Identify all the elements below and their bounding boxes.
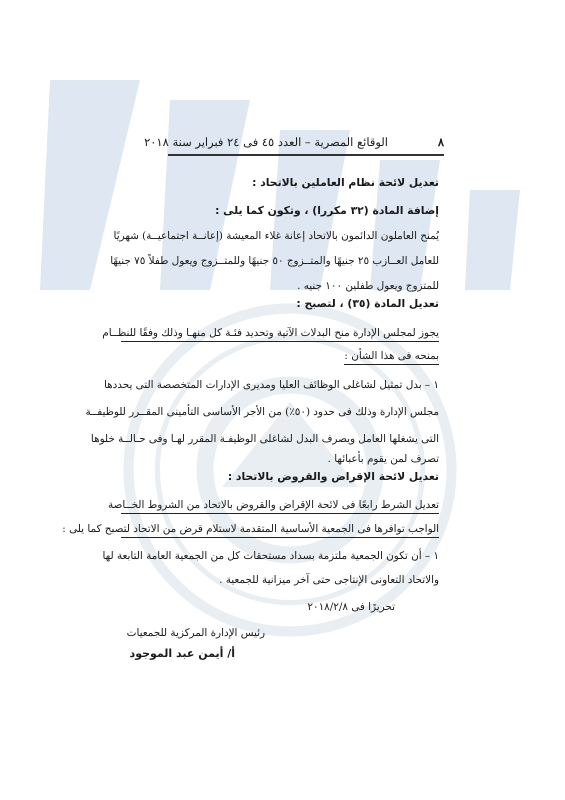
article-32-bis-heading: إضافة المادة (٣٢ مكررا) ، وتكون كما يلى : xyxy=(215,204,439,217)
page-header xyxy=(144,134,444,156)
paragraph-line: تعديل الشرط رابعًا فى لائحة الإقراض والقروض بالاتحاد من الشروط الخــاصة xyxy=(121,498,439,514)
signer-name: أ/ أيمن عبد الموجود xyxy=(129,647,235,660)
paragraph-line: بمنحه فى هذا الشأن : xyxy=(344,349,439,365)
paragraph-line: للمتزوج ويعول طفلين ١٠٠ جنيه . xyxy=(297,280,439,292)
paragraph-line: يجوز لمجلس الإدارة منح البدلات الآتية وتحديد فئـة كل منهـا وذلك وفقًا للنظــام xyxy=(121,326,439,342)
paragraph-line: يُمنح العاملون الدائمون بالاتحاد إعانة غلاء المعيشة (إعانــة اجتماعيــة) شهريًا xyxy=(113,230,439,242)
paragraph-line: تصرف لمن يقوم بأعبائها . xyxy=(327,453,439,465)
paragraph-line: مجلس الإدارة وذلك فى حدود (٥٠٪) من الأجر الأساسى التأمينى المقــرر للوظيفــة xyxy=(85,406,439,418)
paragraph-line: الواجب توافرها فى الجمعية الأساسية المتقدمة لاستلام قرض من الاتحاد لتصبح كما يلى : xyxy=(121,522,439,538)
paragraph-line: التى يشغلها العامل ويصرف البدل لشاغلى الوظيفـة المقرر لهـا وفى حـالــة خلوها xyxy=(90,433,439,445)
signer-title: رئيس الإدارة المركزية للجمعيات xyxy=(126,627,265,639)
gazette-issue: الوقائع المصرية – العدد ٤٥ فى ٢٤ فبراير سنة ٢٠١٨ xyxy=(144,135,388,149)
section-heading-staff-regulation: تعديل لائحة نظام العاملين بالاتحاد : xyxy=(252,176,439,189)
issue-date: تحريرًا فى ٢٠١٨/٢/٨ xyxy=(307,601,395,613)
article-35-heading: تعديل المادة (٣٥) ، لتصبح : xyxy=(296,297,439,310)
page-number: ٨ xyxy=(437,135,444,149)
section-heading-loans-regulation: تعديل لائحة الإقراض والقروض بالاتحاد : xyxy=(227,470,439,483)
paragraph-line: للعامل العــازب ٢٥ جنيهًا والمتــزوج ٥٠ جنيهًا وللمتــزوج ويعول طفلاً ٧٥ جنيهًا xyxy=(110,255,439,267)
paragraph-line: ١ – أن تكون الجمعية ملتزمة بسداد مستحقات كل من الجمعية العامة التابعة لها xyxy=(102,550,439,562)
paragraph-line: والاتحاد التعاونى الإنتاجى حتى آخر ميزانية للجمعية . xyxy=(219,574,439,586)
paragraph-line: ١ – بدل تمثيل لشاغلى الوظائف العليا ومديرى الإدارات المتخصصة التى يحددها xyxy=(104,379,439,391)
